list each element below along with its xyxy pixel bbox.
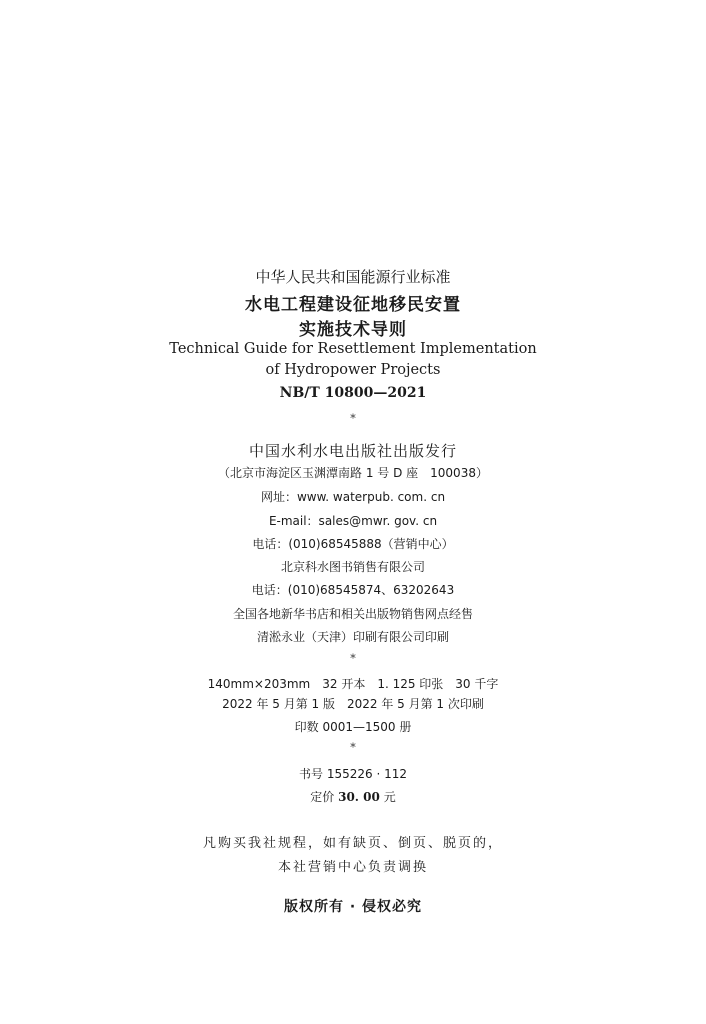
sales-channels: 全国各地新华书店和相关出版物销售网点经售 [232, 607, 473, 621]
publisher-phone: 电话：(010)68545888（营销中心） [252, 537, 454, 551]
publisher-email: E-mail：sales@mwr. gov. cn [268, 514, 438, 528]
publisher-address: （北京市海淀区玉渊潭南路 1 号 D 座 100038） [218, 466, 488, 480]
edition-info: 2022 年 5 月第 1 版 2022 年 5 月第 1 次印刷 [222, 697, 484, 711]
standard-number: NB/T 10800—2021 [279, 385, 427, 401]
separator-star: * [350, 652, 356, 665]
title-line-1: 水电工程建设征地移民安置 [245, 295, 461, 315]
price [0, 788, 706, 805]
english-title-line-2: of Hydropower Projects [265, 362, 441, 378]
price-value: 30. 00 [338, 790, 380, 804]
publisher-name: 中国水利水电出版社出版发行 [248, 442, 457, 460]
copyright-notice: 版权所有 · 侵权必究 [283, 899, 423, 915]
printer: 清淞永业（天津）印刷有限公司印刷 [256, 630, 449, 644]
book-number: 书号 155226 · 112 [299, 767, 407, 781]
replacement-notice-line-1: 凡购买我社规程，如有缺页、倒页、脱页的， [202, 836, 503, 851]
distributor-phone: 电话：(010)68545874、63202643 [251, 583, 455, 597]
standard-series: 中华人民共和国能源行业标准 [255, 268, 451, 286]
replacement-notice-line-2: 本社营销中心负责调换 [277, 860, 428, 875]
book-format: 140mm×203mm 32 开本 1. 125 印张 30 千字 [207, 677, 499, 691]
publisher-website: 网址：www. waterpub. com. cn [260, 490, 446, 504]
separator-star: * [350, 741, 356, 754]
price-label: 定价 [310, 790, 339, 804]
title-line-2: 实施技术导则 [299, 320, 407, 340]
print-run: 印数 0001—1500 册 [294, 720, 412, 734]
english-title-line-1: Technical Guide for Resettlement Implementation [169, 341, 537, 357]
distributor-name: 北京科水图书销售有限公司 [280, 560, 425, 574]
separator-star: * [350, 412, 356, 425]
price-unit: 元 [379, 790, 396, 804]
